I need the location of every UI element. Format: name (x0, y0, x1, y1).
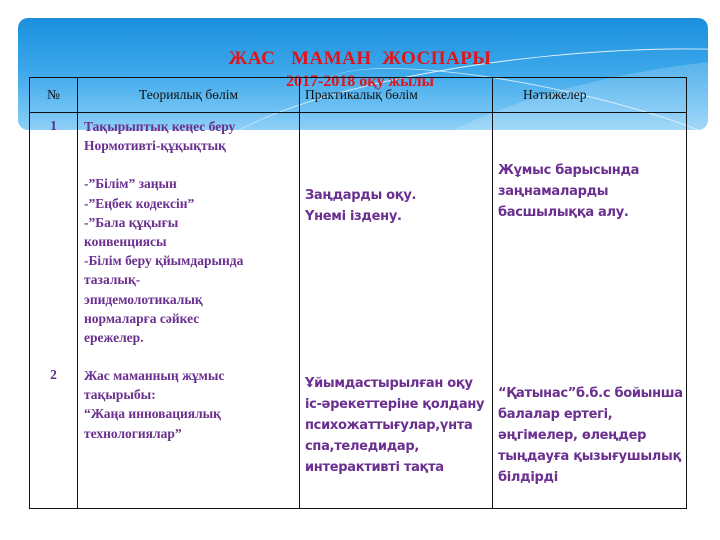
number-cell (30, 113, 78, 509)
results-text-row-1: Жұмыс барысында заңнамаларды басшылыққа алу. (498, 163, 640, 220)
column-header-results: Нәтижелер (493, 78, 687, 113)
theory-text-row-1: Тақырыптық кеңес беру Нормотивті-құқықтық -”Білім” заңын -”Еңбек кодексін” -”Бала құқығы конвенциясы -Білім беру қйымдарында тазалық- эпидемолотикалық нормаларға сәйкес ережелер. (84, 119, 244, 346)
row-number: 1 (50, 118, 57, 133)
plan-table (29, 77, 687, 509)
column-header-theory: Теориялық бөлім (78, 78, 300, 113)
practice-cell (300, 113, 493, 509)
column-header-practice: Практикалық бөлім (300, 78, 493, 113)
practice-text-row-1: Заңдарды оқу. Үнемі іздену. (305, 188, 417, 224)
theory-cell (78, 113, 300, 509)
table-header-row (30, 78, 687, 113)
page-subtitle: 2017-2018 оқу жылы (285, 73, 435, 90)
column-header-number: № (30, 78, 78, 113)
practice-text-row-2: Ұйымдастырылған оқу іс-әрекеттеріне қолдану психожаттығулар,үнта спа,теледидар, интерактивті тақта (305, 376, 485, 475)
table-row (30, 113, 687, 509)
results-cell (493, 113, 687, 509)
page-title: ЖАС МАМАН ЖОСПАРЫ (228, 48, 492, 69)
row-number: 2 (50, 367, 57, 382)
theory-text-row-2: Жас маманның жұмыс тақырыбы: “Жаңа инновациялық технологиялар” (84, 368, 225, 441)
results-text-row-2: “Қатынас”б.б.с бойынша балалар ертегі, әңгімелер, өлеңдер тыңдауға қызығушылық білдірді (498, 386, 683, 485)
